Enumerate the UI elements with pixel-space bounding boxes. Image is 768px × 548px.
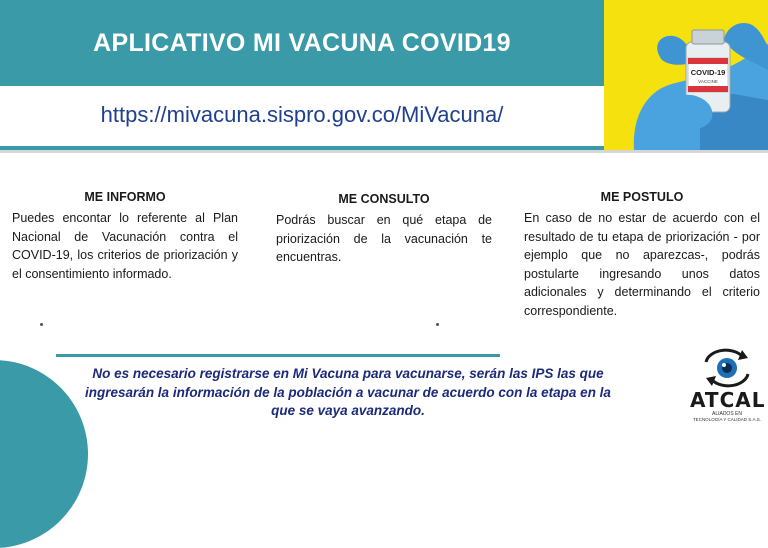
gloved-hand-vial-illustration (604, 0, 768, 150)
note-divider (56, 354, 500, 357)
column-body: Puedes encontar lo referente al Plan Nacional de Vacunación contra el COVID-19, los criterios de priorización y el consentimiento informado. (12, 211, 238, 281)
eye-icon (690, 348, 764, 388)
column-me-consulto (276, 192, 492, 267)
page-title: APLICATIVO MI VACUNA COVID19 (93, 28, 511, 57)
site-url-link[interactable]: https://mivacuna.sispro.gov.co/MiVacuna/ (100, 102, 504, 127)
column-me-informo (12, 190, 238, 283)
column-heading: ME POSTULO (600, 190, 684, 204)
vial-sublabel: VACCINE (698, 79, 718, 84)
vaccine-photo (604, 0, 768, 150)
decorative-dot (40, 323, 43, 326)
atcal-logo (690, 348, 764, 428)
logo-tagline: ALIADOS EN (711, 411, 742, 417)
footer-note: No es necesario registrarse en Mi Vacuna para vacunarse, serán las IPS las que ingresarán la información de la población a vacunar de acuerdo con la etapa en la que se vaya avanzando. (85, 366, 611, 418)
column-body: Podrás buscar en qué etapa de priorización de la vacunación te encuentras. (276, 213, 492, 264)
logo-tagline-secondary: TECNOLOGÍA Y CALIDAD S.A.S. (692, 417, 762, 422)
logo-name: ATCAL (690, 388, 766, 412)
column-me-postulo (524, 190, 760, 320)
section-divider (0, 150, 768, 153)
column-heading: ME CONSULTO (338, 192, 430, 206)
column-heading: ME INFORMO (84, 190, 166, 204)
decorative-dot (436, 323, 439, 326)
vial-label: COVID-19 (690, 68, 726, 77)
column-body: En caso de no estar de acuerdo con el resultado de tu etapa de priorización - por ejemplo que no aparezcas-, podrás postularte ingresando unos datos adicionales y determinando el criterio correspondiente. (524, 211, 760, 318)
